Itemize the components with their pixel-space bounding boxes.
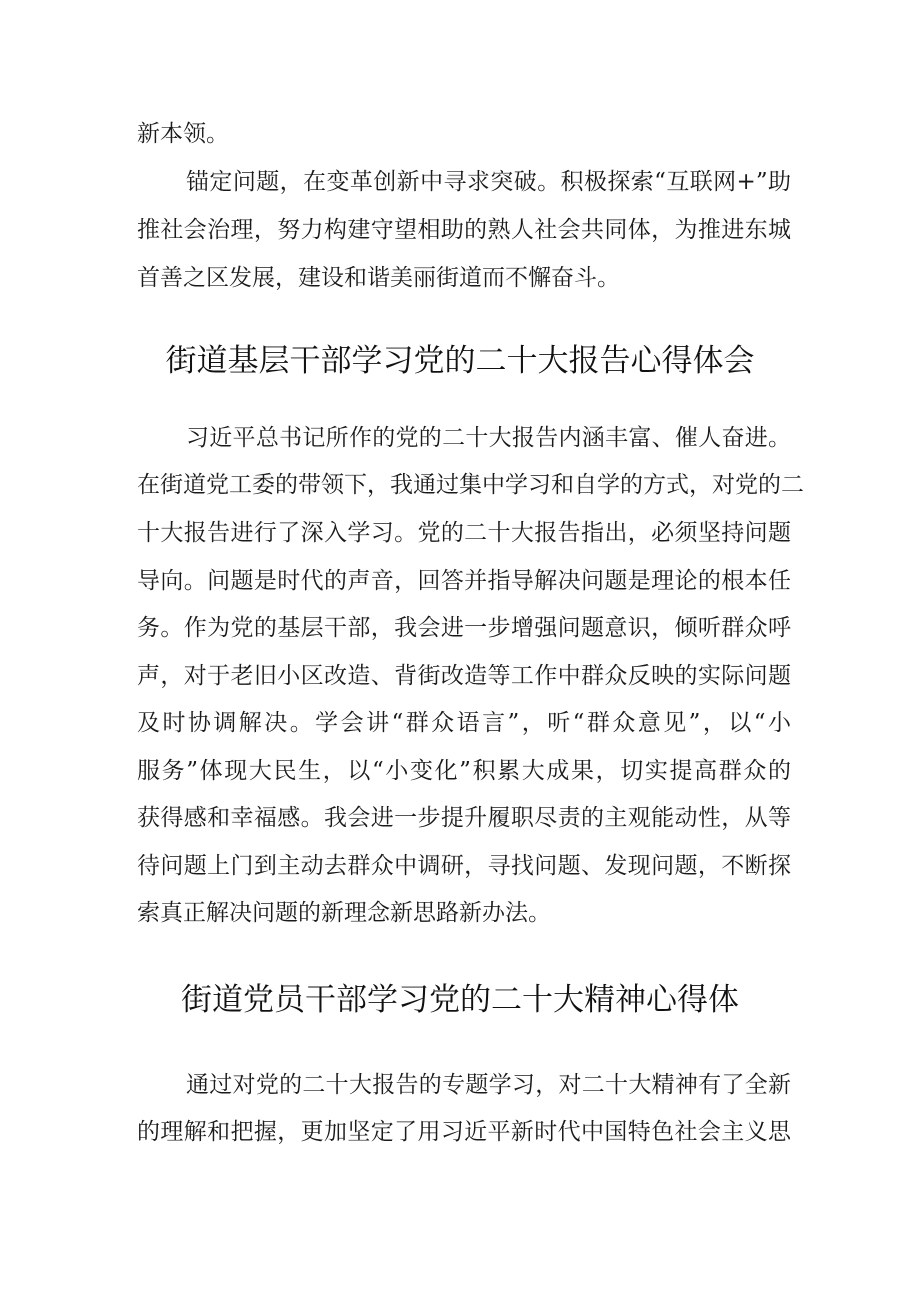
paragraph-line: 务。作为党的基层干部，我会进一步增强问题意识，倾听群众呼 bbox=[137, 615, 791, 641]
paragraph-line: 十大报告进行了深入学习。党的二十大报告指出，必须坚持问题 bbox=[137, 520, 791, 546]
paragraph-line: 待问题上门到主动去群众中调研，寻找问题、发现问题，不断探 bbox=[137, 853, 791, 879]
paragraph-line: 的理解和把握，更加坚定了用习近平新时代中国特色社会主义思 bbox=[137, 1119, 791, 1145]
paragraph-line: 服务”体现大民生，以“小变化”积累大成果，切实提高群众的 bbox=[137, 758, 791, 784]
paragraph-line: 首善之区发展，建设和谐美丽街道而不懈奋斗。 bbox=[137, 265, 620, 291]
paragraph-line: 索真正解决问题的新理念新思路新办法。 bbox=[137, 900, 551, 926]
paragraph-line: 及时协调解决。学会讲“群众语言”，听“群众意见”，以“小 bbox=[137, 710, 791, 736]
paragraph-line: 推社会治理，努力构建守望相助的熟人社会共同体，为推进东城 bbox=[137, 217, 791, 243]
paragraph-line: 习近平总书记所作的党的二十大报告内涵丰富、催人奋进。 bbox=[186, 425, 791, 451]
section-title: 街道基层干部学习党的二十大报告心得体会 bbox=[165, 343, 755, 379]
paragraph-line: 通过对党的二十大报告的专题学习，对二十大精神有了全新 bbox=[186, 1072, 791, 1098]
paragraph-line: 在街道党工委的带领下，我通过集中学习和自学的方式，对党的二 bbox=[137, 472, 804, 498]
paragraph-line: 导向。问题是时代的声音，回答并指导解决问题是理论的根本任 bbox=[137, 568, 791, 594]
paragraph-line: 声，对于老旧小区改造、背街改造等工作中群众反映的实际问题 bbox=[137, 663, 791, 689]
paragraph-line: 获得感和幸福感。我会进一步提升履职尽责的主观能动性，从等 bbox=[137, 805, 791, 831]
section-title: 街道党员干部学习党的二十大精神心得体 bbox=[181, 982, 739, 1018]
paragraph-line: 新本领。 bbox=[137, 121, 229, 147]
paragraph-line: 锚定问题，在变革创新中寻求突破。积极探索“互联网+”助 bbox=[186, 169, 791, 195]
